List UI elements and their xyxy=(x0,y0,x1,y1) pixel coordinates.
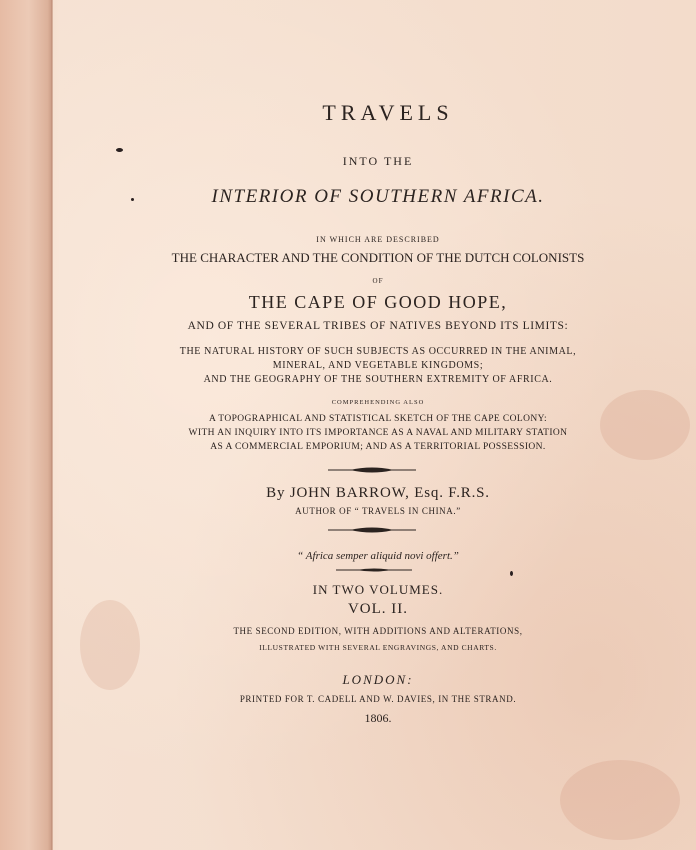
by-word: By xyxy=(266,485,286,501)
sketch-line-3: AS A COMMERCIAL EMPORIUM; AND AS A TERRITORIAL POSSESSION. xyxy=(210,442,546,452)
latin-motto: “ Africa semper aliquid novi offert.” xyxy=(297,550,459,562)
into-the-line: INTO THE xyxy=(342,154,414,168)
imprint-printer: PRINTED FOR T. CADELL AND W. DAVIES, IN THE STRAND. xyxy=(239,694,517,704)
book-title: TRAVELS xyxy=(322,100,454,125)
comprehending-line: COMPREHENDING ALSO xyxy=(331,399,425,406)
volumes-line: IN TWO VOLUMES. xyxy=(312,582,444,597)
ornamental-rule xyxy=(336,567,412,573)
tribes-line: AND OF THE SEVERAL TRIBES OF NATIVES BEYOND ITS LIMITS: xyxy=(187,320,569,332)
imprint-city: LONDON: xyxy=(342,672,414,687)
author-credentials: Esq. F.R.S. xyxy=(414,485,490,501)
of-line: OF xyxy=(372,277,384,285)
natural-history-line-2: MINERAL, AND VEGETABLE KINGDOMS; xyxy=(272,360,484,371)
ornamental-rule xyxy=(328,526,416,534)
author-of-line: AUTHOR OF “ TRAVELS IN CHINA.” xyxy=(295,506,461,516)
gutter-fold xyxy=(51,0,53,850)
author-name: JOHN BARROW, xyxy=(289,485,410,501)
volume-number: VOL. II. xyxy=(347,601,409,617)
character-line: THE CHARACTER AND THE CONDITION OF THE DUTCH COLONISTS xyxy=(171,250,585,265)
natural-history-line-3: AND THE GEOGRAPHY OF THE SOUTHERN EXTREMITY OF AFRICA. xyxy=(203,374,553,385)
in-which-line: IN WHICH ARE DESCRIBED xyxy=(316,235,440,244)
sketch-line-1: A TOPOGRAPHICAL AND STATISTICAL SKETCH OF THE CAPE COLONY: xyxy=(208,414,548,424)
edition-line-1: THE SECOND EDITION, WITH ADDITIONS AND ALTERATIONS, xyxy=(233,626,523,636)
ink-speck xyxy=(510,571,513,576)
book-gutter xyxy=(0,0,52,850)
author-byline xyxy=(60,485,696,502)
natural-history-line-1: THE NATURAL HISTORY OF SUCH SUBJECTS AS OCCURRED IN THE ANIMAL, xyxy=(179,346,577,357)
edition-line-2: ILLUSTRATED WITH SEVERAL ENGRAVINGS, AND CHARTS. xyxy=(259,643,497,652)
ornamental-rule xyxy=(328,466,416,474)
imprint-year: 1806. xyxy=(364,711,392,725)
ink-speck xyxy=(116,148,123,152)
subtitle-interior: INTERIOR OF SOUTHERN AFRICA. xyxy=(211,186,545,207)
sketch-line-2: WITH AN INQUIRY INTO ITS IMPORTANCE AS A NAVAL AND MILITARY STATION xyxy=(188,428,568,438)
cape-line: THE CAPE OF GOOD HOPE, xyxy=(248,292,508,312)
foxing-stain xyxy=(560,760,680,840)
